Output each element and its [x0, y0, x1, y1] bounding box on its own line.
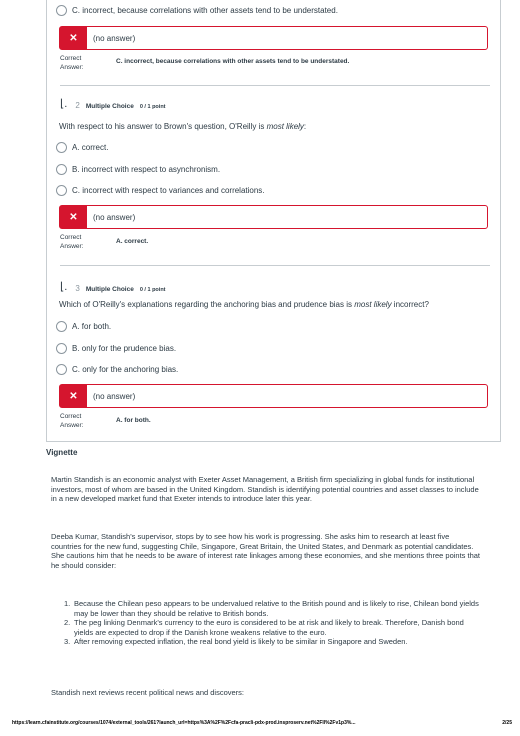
q3-option-b[interactable]	[56, 341, 176, 355]
q2-prompt: With respect to his answer to Brown's question, O'Reilly is most likely:	[59, 122, 307, 131]
question-number: 2	[75, 101, 80, 110]
question-number: 3	[75, 284, 80, 293]
radio-icon[interactable]	[56, 343, 67, 354]
option-label: C. only for the anchoring bias.	[72, 364, 179, 374]
vignette-paragraph-1: Martin Standish is an economic analyst with Exeter Asset Management, a British firm specializing in global funds for institutional investors, most of whom are based in the United Kingdom. Standish is identifying potential countries and asset classes to include in a new developed market fund that Exeter intends to introduce later this year.	[51, 475, 479, 503]
question-type: Multiple Choice	[85, 103, 134, 110]
correct-answer-value: A. for both.	[116, 417, 151, 424]
q1-option-c[interactable]	[56, 3, 338, 17]
question-type: Multiple Choice	[85, 286, 134, 293]
q2-header	[60, 96, 166, 110]
error-x-icon: ✕	[60, 206, 87, 228]
q2-option-c[interactable]	[56, 183, 265, 197]
correct-answer-label: Correct Answer:	[60, 413, 84, 429]
question-divider	[60, 85, 490, 86]
option-label: A. correct.	[72, 142, 109, 152]
correct-answer-value: C. incorrect, because correlations with other assets tend to be understated.	[116, 58, 350, 65]
q3-prompt: Which of O'Reilly's explanations regarding the anchoring bias and prudence bias is most likely incorrect?	[59, 300, 429, 309]
error-x-icon: ✕	[60, 27, 87, 49]
vignette-paragraph-2: Deeba Kumar, Standish's supervisor, stops by to see how his work is progressing. She asks him to research at least five countries for the new fund, suggesting Chile, Singapore, Great Britain, the United States, and Denmark as potential candidates. She cautions him that he needs to be aware of interest rate linkages among these economies, and she mentions three points that he should consider:	[51, 532, 481, 570]
footer-page-number: 2/25	[502, 720, 512, 726]
radio-icon[interactable]	[56, 364, 67, 375]
option-label: B. incorrect with respect to asynchronism.	[72, 164, 221, 174]
option-label: C. incorrect with respect to variances and correlations.	[72, 185, 265, 195]
correct-answer-label: Correct Answer:	[60, 234, 84, 250]
radio-icon[interactable]	[56, 321, 67, 332]
q2-option-b[interactable]	[56, 162, 220, 176]
list-item: 1. Because the Chilean peso appears to be undervalued relative to the British pound and is likely to rise, Chilean bond yields may be lower than they should be relative to British bonds.	[64, 599, 479, 618]
correct-answer-label: Correct Answer:	[60, 55, 84, 71]
vignette-paragraph-3: Standish next reviews recent political news and discovers:	[51, 688, 245, 697]
radio-icon[interactable]	[56, 164, 67, 175]
vignette-title: Vignette	[46, 448, 78, 457]
vignette-points-list	[64, 599, 479, 647]
no-answer-text: (no answer)	[93, 212, 136, 222]
list-item: 3. After removing expected inflation, the real bond yield is likely to be similar in Singapore and Sweden.	[64, 637, 408, 646]
q2-result-box	[59, 205, 488, 229]
question-points: 0 / 1 point	[139, 104, 166, 110]
option-label: C. incorrect, because correlations with other assets tend to be understated.	[72, 5, 338, 15]
option-label: A. for both.	[72, 321, 112, 331]
print-footer	[12, 720, 512, 726]
question-divider	[60, 265, 490, 266]
footer-url[interactable]: https://learn.cfainstitute.org/courses/1074/external_tools/261?launch_url=https%3A%2F%2Fcfa-pracli-pdx-prod.insproserv.net%2Fll%2Fv1p3%...	[12, 720, 356, 726]
radio-icon[interactable]	[56, 142, 67, 153]
radio-icon[interactable]	[56, 5, 67, 16]
q2-option-a[interactable]	[56, 140, 108, 154]
no-answer-text: (no answer)	[93, 33, 136, 43]
radio-icon[interactable]	[56, 185, 67, 196]
question-points: 0 / 1 point	[139, 287, 166, 293]
q3-option-a[interactable]	[56, 319, 111, 333]
q3-option-c[interactable]	[56, 362, 178, 376]
correct-answer-value: A. correct.	[116, 238, 149, 245]
option-label: B. only for the prudence bias.	[72, 343, 177, 353]
no-answer-text: (no answer)	[93, 391, 136, 401]
q3-header	[60, 279, 166, 293]
error-x-icon: ✕	[60, 385, 87, 407]
flag-icon[interactable]: ⌊.	[60, 281, 68, 293]
list-item: 2. The peg linking Denmark's currency to the euro is considered to be at risk and likely to break. Therefore, Danish bond yields are expected to drop if the Danish krone weakens relative to the euro.	[64, 618, 464, 637]
flag-icon[interactable]: ⌊.	[60, 98, 68, 110]
q1-result-box	[59, 26, 488, 50]
q3-result-box	[59, 384, 488, 408]
